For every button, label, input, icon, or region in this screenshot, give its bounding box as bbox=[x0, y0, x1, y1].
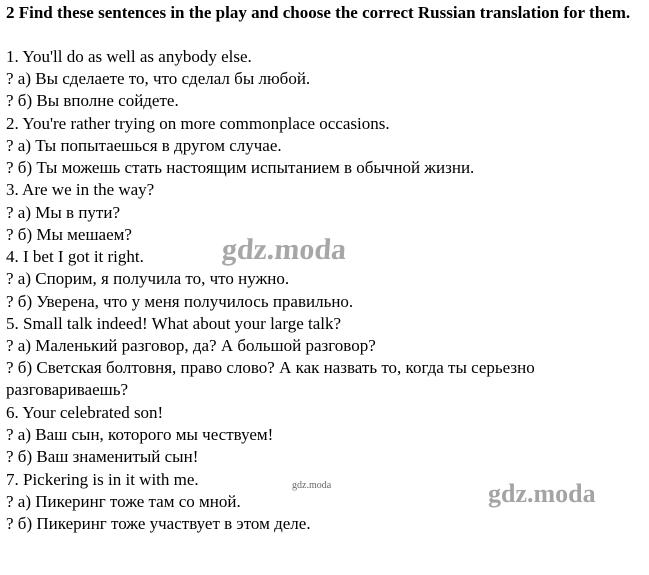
question-1-option-b: ? б) Вы вполне сойдете. bbox=[6, 91, 179, 110]
watermark-right: gdz.moda bbox=[488, 479, 596, 508]
question-6: 6. Your celebrated son! bbox=[6, 403, 164, 422]
question-7-option-b: ? б) Пикеринг тоже участвует в этом деле. bbox=[6, 514, 311, 533]
watermark-center: gdz.moda bbox=[220, 233, 348, 266]
question-7: 7. Pickering is in it with me. bbox=[6, 470, 199, 489]
exercise-title: 2 Find these sentences in the play and choose the correct Russian translation for them. bbox=[6, 3, 631, 22]
question-4-option-b: ? б) Уверена, что у меня получилось правильно. bbox=[6, 292, 354, 311]
question-1-option-a: ? а) Вы сделаете то, что сделал бы любой. bbox=[6, 69, 311, 88]
question-5-option-b: ? б) Светская болтовня, право слово? А как назвать то, когда ты серьезно разговариваешь? bbox=[6, 358, 535, 399]
question-5-option-a: ? а) Маленький разговор, да? А большой разговор? bbox=[6, 336, 376, 355]
question-6-option-a: ? а) Ваш сын, которого мы чествуем! bbox=[6, 425, 274, 444]
question-7-option-a: ? а) Пикеринг тоже там со мной. bbox=[6, 492, 241, 511]
question-3-option-b: ? б) Мы мешаем? bbox=[6, 225, 132, 244]
question-2: 2. You're rather trying on more commonplace occasions. bbox=[6, 114, 390, 133]
question-6-option-b: ? б) Ваш знаменитый сын! bbox=[6, 447, 199, 466]
watermark-small: gdz.moda bbox=[292, 480, 332, 491]
question-4: 4. I bet I got it right. bbox=[6, 247, 144, 266]
question-4-option-a: ? а) Спорим, я получила то, что нужно. bbox=[6, 269, 290, 288]
question-2-option-a: ? а) Ты попытаешься в другом случае. bbox=[6, 136, 282, 155]
question-5: 5. Small talk indeed! What about your large talk? bbox=[6, 314, 342, 333]
question-1: 1. You'll do as well as anybody else. bbox=[6, 47, 252, 66]
question-3: 3. Are we in the way? bbox=[6, 180, 155, 199]
question-3-option-a: ? а) Мы в пути? bbox=[6, 203, 120, 222]
question-2-option-b: ? б) Ты можешь стать настоящим испытанием в обычной жизни. bbox=[6, 158, 475, 177]
